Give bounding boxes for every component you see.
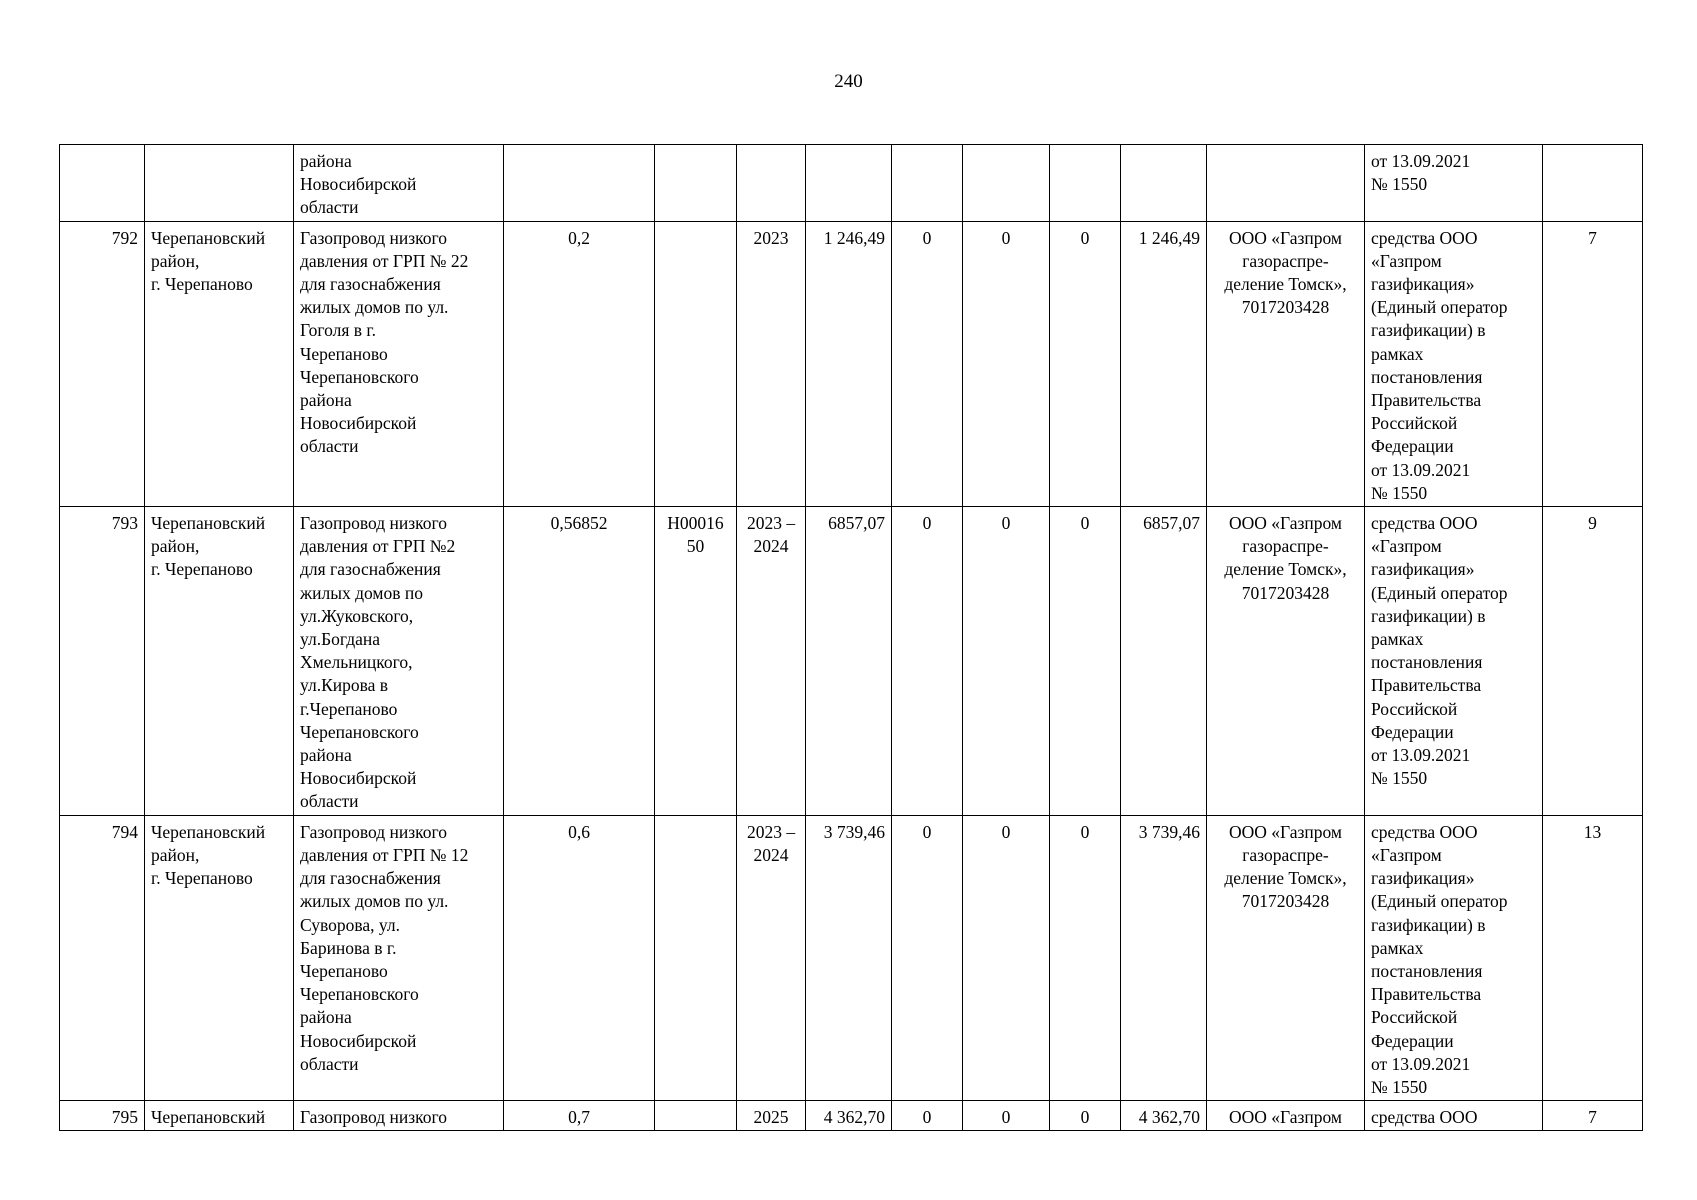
cell-line: жилых домов по ул. — [300, 297, 449, 318]
cell-organization — [1207, 815, 1365, 1100]
cell-line: район, — [151, 250, 200, 271]
cell-value-2: 0 — [963, 815, 1050, 1100]
cell-line: 2024 — [753, 536, 789, 557]
cell-line: Правительства — [1371, 675, 1482, 696]
cell-length: 0,7 — [504, 1101, 655, 1131]
cell-line: жилых домов по — [300, 582, 423, 603]
cell-line: Правительства — [1371, 390, 1482, 411]
cell-code — [655, 507, 737, 816]
cell-value-2: 0 — [963, 1101, 1050, 1131]
cell-line: Н00016 — [667, 513, 724, 534]
cell-value-1 — [892, 145, 963, 222]
cell-line: газификация» — [1371, 559, 1475, 580]
cell-line: области — [300, 791, 359, 812]
cell-funding-source — [1365, 507, 1543, 816]
cell-length: 0,56852 — [504, 507, 655, 816]
cell-line: (Единый оператор — [1371, 582, 1508, 603]
cell-district — [145, 145, 294, 222]
cell-district — [145, 221, 294, 506]
cell-line: Федерации — [1371, 721, 1454, 742]
cell-line: Газопровод низкого — [300, 821, 448, 842]
cell-number — [60, 145, 145, 222]
cell-total: 3 739,46 — [806, 815, 892, 1100]
cell-organization — [1207, 221, 1365, 506]
cell-line: 2023 – — [746, 821, 796, 842]
cell-line: 7017203428 — [1241, 297, 1330, 318]
cell-line: Суворова, ул. — [300, 914, 401, 935]
cell-line: для газоснабжения — [300, 559, 441, 580]
cell-value-3 — [1050, 145, 1121, 222]
cell-line: ул.Кирова в — [300, 675, 389, 696]
table-row — [60, 507, 1643, 816]
cell-code — [655, 221, 737, 506]
cell-line: постановления — [1371, 960, 1483, 981]
cell-district — [145, 1101, 294, 1131]
cell-line: от 13.09.2021 — [1371, 151, 1471, 171]
cell-line: Российской — [1371, 1007, 1458, 1028]
cell-line: 7017203428 — [1241, 582, 1330, 603]
cell-line: Хмельницкого, — [300, 652, 413, 673]
cell-line: (Единый оператор — [1371, 891, 1508, 912]
cell-last: 7 — [1543, 221, 1643, 506]
cell-line: средства ООО — [1371, 1107, 1478, 1128]
cell-line: ул.Жуковского, — [300, 605, 414, 626]
cell-line: Газопровод низкого — [300, 227, 448, 248]
cell-total: 6857,07 — [806, 507, 892, 816]
cell-line: Российской — [1371, 698, 1458, 719]
cell-value-4: 4 362,70 — [1121, 1101, 1207, 1131]
cell-line: Федерации — [1371, 436, 1454, 457]
cell-line: газораспре- — [1242, 844, 1329, 865]
cell-line: деление Томск», — [1224, 868, 1347, 889]
cell-line: 2025 — [753, 1107, 789, 1128]
cell-line: № 1550 — [1371, 482, 1428, 503]
cell-line: района — [300, 151, 352, 171]
cell-line: (Единый оператор — [1371, 297, 1508, 318]
cell-number: 793 — [60, 507, 145, 816]
cell-value-3: 0 — [1050, 1101, 1121, 1131]
cell-line: газораспре- — [1242, 250, 1329, 271]
cell-line: района — [300, 745, 352, 766]
cell-line: газораспре- — [1242, 536, 1329, 557]
cell-total — [806, 145, 892, 222]
cell-line: Новосибирской — [300, 768, 417, 789]
cell-line: № 1550 — [1371, 1076, 1428, 1097]
cell-line: газификации) в — [1371, 320, 1486, 341]
cell-line: деление Томск», — [1224, 274, 1347, 295]
cell-object-name — [294, 815, 504, 1100]
cell-line: № 1550 — [1371, 174, 1428, 195]
table-row — [60, 1101, 1643, 1131]
cell-number: 794 — [60, 815, 145, 1100]
cell-last: 7 — [1543, 1101, 1643, 1131]
cell-line: ул.Богдана — [300, 629, 380, 650]
page-number: 240 — [834, 71, 863, 92]
cell-code — [655, 145, 737, 222]
cell-line: Черепаново — [300, 960, 388, 981]
cell-line: ООО «Газпром — [1228, 821, 1342, 842]
cell-line: ООО «Газпром — [1228, 227, 1342, 248]
cell-value-4: 1 246,49 — [1121, 221, 1207, 506]
cell-value-3: 0 — [1050, 815, 1121, 1100]
cell-years — [737, 815, 806, 1100]
cell-total: 4 362,70 — [806, 1101, 892, 1131]
cell-line: Черепановский — [151, 513, 266, 534]
cell-line: 2024 — [753, 844, 789, 865]
cell-line: Черепановского — [300, 366, 419, 387]
cell-line: г. Черепаново — [151, 274, 253, 295]
cell-line: Газопровод низкого — [300, 1107, 448, 1128]
cell-line: газификация» — [1371, 868, 1475, 889]
cell-years — [737, 1101, 806, 1131]
cell-line: Черепановский — [151, 227, 266, 248]
cell-number: 795 — [60, 1101, 145, 1131]
cell-line: Черепановский — [151, 1107, 266, 1128]
cell-line: рамках — [1371, 343, 1424, 364]
cell-line: Новосибирской — [300, 174, 417, 195]
cell-line: Новосибирской — [300, 1030, 417, 1051]
cell-line: района — [300, 390, 352, 411]
cell-line: Баринова в г. — [300, 937, 397, 958]
cell-object-name — [294, 221, 504, 506]
cell-line: Газопровод низкого — [300, 513, 448, 534]
cell-value-3: 0 — [1050, 221, 1121, 506]
cell-line: 50 — [686, 536, 705, 557]
cell-line: Новосибирской — [300, 413, 417, 434]
cell-line: постановления — [1371, 652, 1483, 673]
cell-funding-source — [1365, 815, 1543, 1100]
cell-years — [737, 145, 806, 222]
cell-object-name — [294, 507, 504, 816]
cell-last: 13 — [1543, 815, 1643, 1100]
cell-value-2: 0 — [963, 221, 1050, 506]
objects-table — [59, 144, 1643, 1131]
table-row — [60, 221, 1643, 506]
cell-length — [504, 145, 655, 222]
cell-years — [737, 221, 806, 506]
cell-object-name — [294, 1101, 504, 1131]
cell-value-2: 0 — [963, 507, 1050, 816]
cell-line: г.Черепаново — [300, 698, 398, 719]
cell-organization — [1207, 1101, 1365, 1131]
cell-line: Черепановского — [300, 984, 419, 1005]
cell-organization — [1207, 507, 1365, 816]
cell-line: области — [300, 197, 359, 218]
cell-years — [737, 507, 806, 816]
cell-code — [655, 815, 737, 1100]
cell-length: 0,6 — [504, 815, 655, 1100]
cell-line: области — [300, 1053, 359, 1074]
cell-funding-source — [1365, 1101, 1543, 1131]
cell-value-1: 0 — [892, 815, 963, 1100]
table-row — [60, 815, 1643, 1100]
cell-line: района — [300, 1007, 352, 1028]
cell-organization — [1207, 145, 1365, 222]
cell-line: г. Черепаново — [151, 559, 253, 580]
cell-line: газификации) в — [1371, 914, 1486, 935]
cell-value-3: 0 — [1050, 507, 1121, 816]
cell-value-1: 0 — [892, 507, 963, 816]
cell-district — [145, 507, 294, 816]
cell-line: давления от ГРП №2 — [300, 536, 456, 557]
cell-line: газификации) в — [1371, 605, 1486, 626]
cell-line: Черепановского — [300, 721, 419, 742]
cell-line: Федерации — [1371, 1030, 1454, 1051]
table-body — [60, 145, 1643, 1131]
cell-line: давления от ГРП № 22 — [300, 250, 469, 271]
cell-total: 1 246,49 — [806, 221, 892, 506]
cell-value-2 — [963, 145, 1050, 222]
cell-value-4 — [1121, 145, 1207, 222]
cell-value-1: 0 — [892, 1101, 963, 1131]
cell-line: от 13.09.2021 — [1371, 745, 1471, 766]
table-row — [60, 145, 1643, 222]
cell-line: 2023 – — [746, 513, 796, 534]
cell-line: деление Томск», — [1224, 559, 1347, 580]
cell-value-1: 0 — [892, 221, 963, 506]
cell-line: 7017203428 — [1241, 891, 1330, 912]
cell-line: от 13.09.2021 — [1371, 1053, 1471, 1074]
cell-line: от 13.09.2021 — [1371, 459, 1471, 480]
cell-line: г. Черепаново — [151, 868, 253, 889]
cell-line: средства ООО — [1371, 227, 1478, 248]
cell-line: район, — [151, 536, 200, 557]
cell-line: жилых домов по ул. — [300, 891, 449, 912]
cell-funding-source — [1365, 221, 1543, 506]
cell-district — [145, 815, 294, 1100]
cell-line: район, — [151, 844, 200, 865]
cell-line: «Газпром — [1371, 250, 1442, 271]
cell-value-4: 3 739,46 — [1121, 815, 1207, 1100]
cell-line: для газоснабжения — [300, 868, 441, 889]
cell-line: рамках — [1371, 937, 1424, 958]
cell-line: средства ООО — [1371, 513, 1478, 534]
cell-line: «Газпром — [1371, 536, 1442, 557]
cell-number: 792 — [60, 221, 145, 506]
cell-line: ООО «Газпром — [1228, 1107, 1342, 1128]
cell-line: ООО «Газпром — [1228, 513, 1342, 534]
cell-line: газификация» — [1371, 274, 1475, 295]
cell-line: 2023 — [753, 227, 789, 248]
cell-line: № 1550 — [1371, 768, 1428, 789]
cell-line: области — [300, 436, 359, 457]
cell-funding-source — [1365, 145, 1543, 222]
cell-object-name — [294, 145, 504, 222]
cell-line: для газоснабжения — [300, 274, 441, 295]
cell-line: давления от ГРП № 12 — [300, 844, 469, 865]
cell-line: рамках — [1371, 629, 1424, 650]
cell-last: 9 — [1543, 507, 1643, 816]
cell-line: Черепановский — [151, 821, 266, 842]
cell-line: Российской — [1371, 413, 1458, 434]
cell-line: «Газпром — [1371, 844, 1442, 865]
cell-value-4: 6857,07 — [1121, 507, 1207, 816]
cell-line: Черепаново — [300, 343, 388, 364]
cell-code — [655, 1101, 737, 1131]
cell-line: Правительства — [1371, 984, 1482, 1005]
cell-line: Гоголя в г. — [300, 320, 376, 341]
cell-line: постановления — [1371, 366, 1483, 387]
cell-length: 0,2 — [504, 221, 655, 506]
cell-line: средства ООО — [1371, 821, 1478, 842]
cell-last — [1543, 145, 1643, 222]
